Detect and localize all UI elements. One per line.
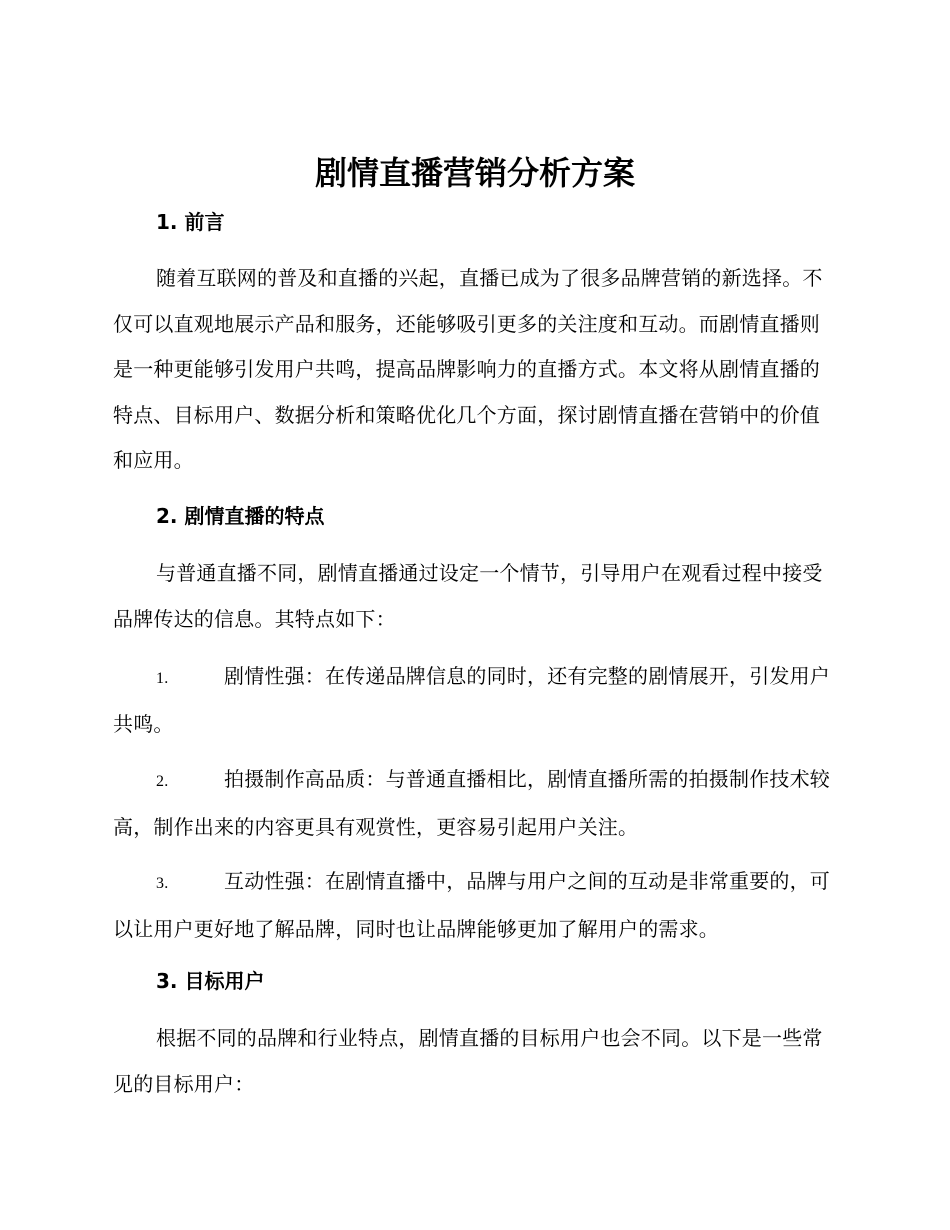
paragraph-features-intro: 与普通直播不同，剧情直播通过设定一个情节，引导用户在观看过程中接受品牌传达的信息。其特点如下： — [113, 561, 823, 631]
list-item — [113, 859, 837, 952]
list-item — [113, 757, 837, 850]
section-heading-preface: 1. 前言 — [156, 210, 225, 234]
list-marker: 3. — [156, 875, 169, 892]
paragraph-target-users: 根据不同的品牌和行业特点，剧情直播的目标用户也会不同。以下是一些常见的目标用户： — [113, 1026, 823, 1096]
section-heading-features: 2. 剧情直播的特点 — [156, 504, 325, 528]
list-marker: 2. — [156, 773, 169, 790]
document-title: 剧情直播营销分析方案 — [314, 154, 635, 192]
list-item — [113, 654, 837, 747]
list-marker: 1. — [156, 670, 169, 687]
list-item-text: 互动性强：在剧情直播中，品牌与用户之间的互动是非常重要的，可以让用户更好地了解品牌，同时也让品牌能够更加了解用户的需求。 — [113, 869, 830, 941]
section-heading-target-users: 3. 目标用户 — [156, 969, 265, 993]
paragraph-preface: 随着互联网的普及和直播的兴起，直播已成为了很多品牌营销的新选择。不仅可以直观地展示产品和服务，还能够吸引更多的关注度和互动。而剧情直播则是一种更能够引发用户共鸣，提高品牌影响力的直播方式。本文将从剧情直播的特点、目标用户、数据分析和策略优化几个方面，探讨剧情直播在营销中的价值和应用。 — [113, 266, 823, 472]
list-item-text: 拍摄制作高品质：与普通直播相比，剧情直播所需的拍摄制作技术较高，制作出来的内容更具有观赏性，更容易引起用户关注。 — [113, 767, 830, 839]
list-item-text: 剧情性强：在传递品牌信息的同时，还有完整的剧情展开，引发用户共鸣。 — [113, 664, 830, 736]
